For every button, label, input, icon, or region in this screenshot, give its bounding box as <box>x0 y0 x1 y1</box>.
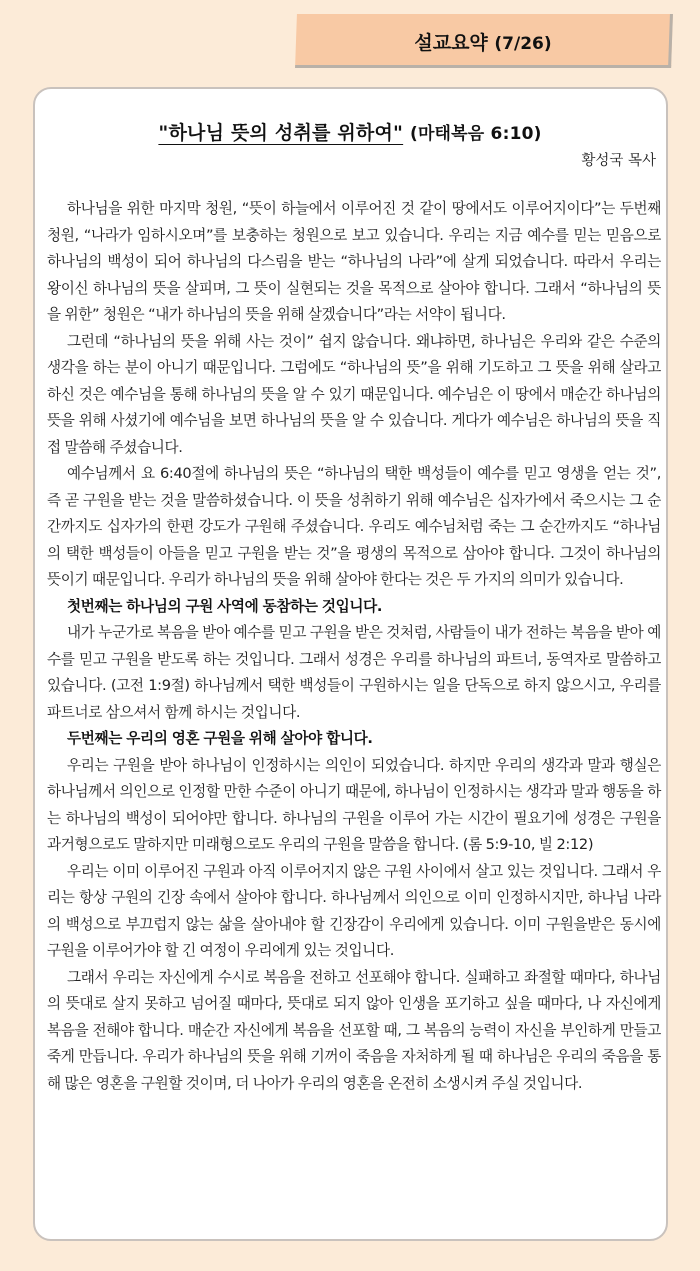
paragraph: 우리는 구원을 받아 하나님이 인정하시는 의인이 되었습니다. 하지만 우리의 생각과 말과 행실은 하나님께서 의인으로 인정할 만한 수준이 아니기 때문에, 하나님이 인정하시는 생각과 말과 행동을 하는 하나님의 백성이 되어야만 합니다. 하나님의 구원을 이루어 가는 시간이 필요기에 성경은 구원을 과거형으로도 말하지만 미래형으로도 우리의 구원을 말씀을 합니다. (롬 5:9-10, 빌 2:12) <box>47 756 661 853</box>
sermon-title <box>0 118 700 145</box>
paragraph: 우리는 이미 이루어진 구원과 아직 이루어지지 않은 구원 사이에서 살고 있는 것입니다. 그래서 우리는 항상 구원의 긴장 속에서 살아야 합니다. 하나님께서 의인으로 이미 인정하시지만, 하나님 나라의 백성으로 부끄럽지 않는 삶을 살아내야 할 긴장감이 우리에게 있습니다. 이미 구원을받은 동시에 구원을 이루어가야 할 긴 여정이 우리에게 있는 것입니다. <box>47 862 661 959</box>
paragraph: 그런데 “하나님의 뜻을 위해 사는 것이” 쉽지 않습니다. 왜냐하면, 하나님은 우리와 같은 수준의 생각을 하는 분이 아니기 때문입니다. 그럼에도 “하나님의 뜻”을 위해 기도하고 그 뜻을 위해 살라고 하신 것은 예수님을 통해 하나님의 뜻을 알 수 있기 때문입니다. 예수님은 이 땅에서 매순간 하나님의 뜻을 위해 사셨기에 예수님을 보면 하나님의 뜻을 알 수 있습니다. 게다가 예수님은 하나님의 뜻을 직접 말씀해 주셨습니다. <box>47 332 661 456</box>
sermon-body <box>47 196 661 1097</box>
header-title-text: 설교요약 <box>414 32 488 54</box>
point-1-heading: 첫번째는 하나님의 구원 사역에 동참하는 것입니다. <box>67 597 383 615</box>
paragraph: 내가 누군가로 복음을 받아 예수를 믿고 구원을 받은 것처럼, 사람들이 내가 전하는 복음을 받아 예수를 믿고 구원을 받도록 하는 것입니다. 그래서 성경은 우리를 하나님의 파트너, 동역자로 말씀하고 있습니다. (고전 1:9절) 하나님께서 택한 백성들이 구원하시는 일을 단독으로 하지 않으시고, 우리를 파트너로 삼으셔서 함께 하시는 것입니다. <box>47 624 661 721</box>
point-2-heading: 두번째는 우리의 영혼 구원을 위해 살아야 합니다. <box>67 730 373 747</box>
author: 황성국 목사 <box>581 153 656 169</box>
paragraph: 하나님을 위한 마지막 청원, “뜻이 하늘에서 이루어진 것 같이 땅에서도 이루어지이다”는 두번째 청원, “나라가 임하시오며”를 보충하는 청원으로 보고 있습니다. 우리는 지금 예수를 믿는 믿음으로 하나님의 백성이 되어 하나님의 다스림을 받는 “하나님의 나라”에 살게 되었습니다. 따라서 우리는 왕이신 하나님의 뜻을 살피며, 그 뜻이 실현되는 것을 목적으로 살아야 합니다. 그래서 “하나님의 뜻을 위한” 청원은 “내가 하나님의 뜻을 위해 살겠습니다”라는 서약이 됩니다. <box>47 200 661 323</box>
header-date: (7/26) <box>494 34 552 54</box>
scripture-reference: (마태복음 6:10) <box>409 124 542 144</box>
sermon-title-text: "하나님 뜻의 성취를 위하여" <box>158 122 404 144</box>
header-title <box>300 14 666 68</box>
paragraph: 그래서 우리는 자신에게 수시로 복음을 전하고 선포해야 합니다. 실패하고 좌절할 때마다, 하나님의 뜻대로 살지 못하고 넘어질 때마다, 뜻대로 되지 않아 인생을 포기하고 싶을 때마다, 나 자신에게 복음을 전해야 합니다. 매순간 자신에게 복음을 선포할 때, 그 복음의 능력이 자신을 부인하게 만들고 죽게 만듭니다. 우리가 하나님의 뜻을 위해 기꺼이 죽음을 자처하게 될 때 하나님은 우리의 죽음을 통해 많은 영혼을 구원할 것이며, 더 나아가 우리의 영혼을 온전히 소생시켜 주실 것입니다. <box>47 968 661 1092</box>
paragraph: 예수님께서 요 6:40절에 하나님의 뜻은 “하나님의 택한 백성들이 예수를 믿고 영생을 얻는 것”, 즉 곧 구원을 받는 것을 말씀하셨습니다. 이 뜻을 성취하기 위해 예수님은 십자가에서 죽으시는 그 순간까지도 십자가의 한편 강도가 구원해 주셨습니다. 우리도 예수님처럼 죽는 그 순간까지도 “하나님의 택한 백성들이 아들을 믿고 구원을 받는 것”을 평생의 목적으로 삼아야 합니다. 그것이 하나님의 뜻이기 때문입니다. 우리가 하나님의 뜻을 위해 살아야 한다는 것은 두 가지의 의미가 있습니다. <box>47 465 661 588</box>
